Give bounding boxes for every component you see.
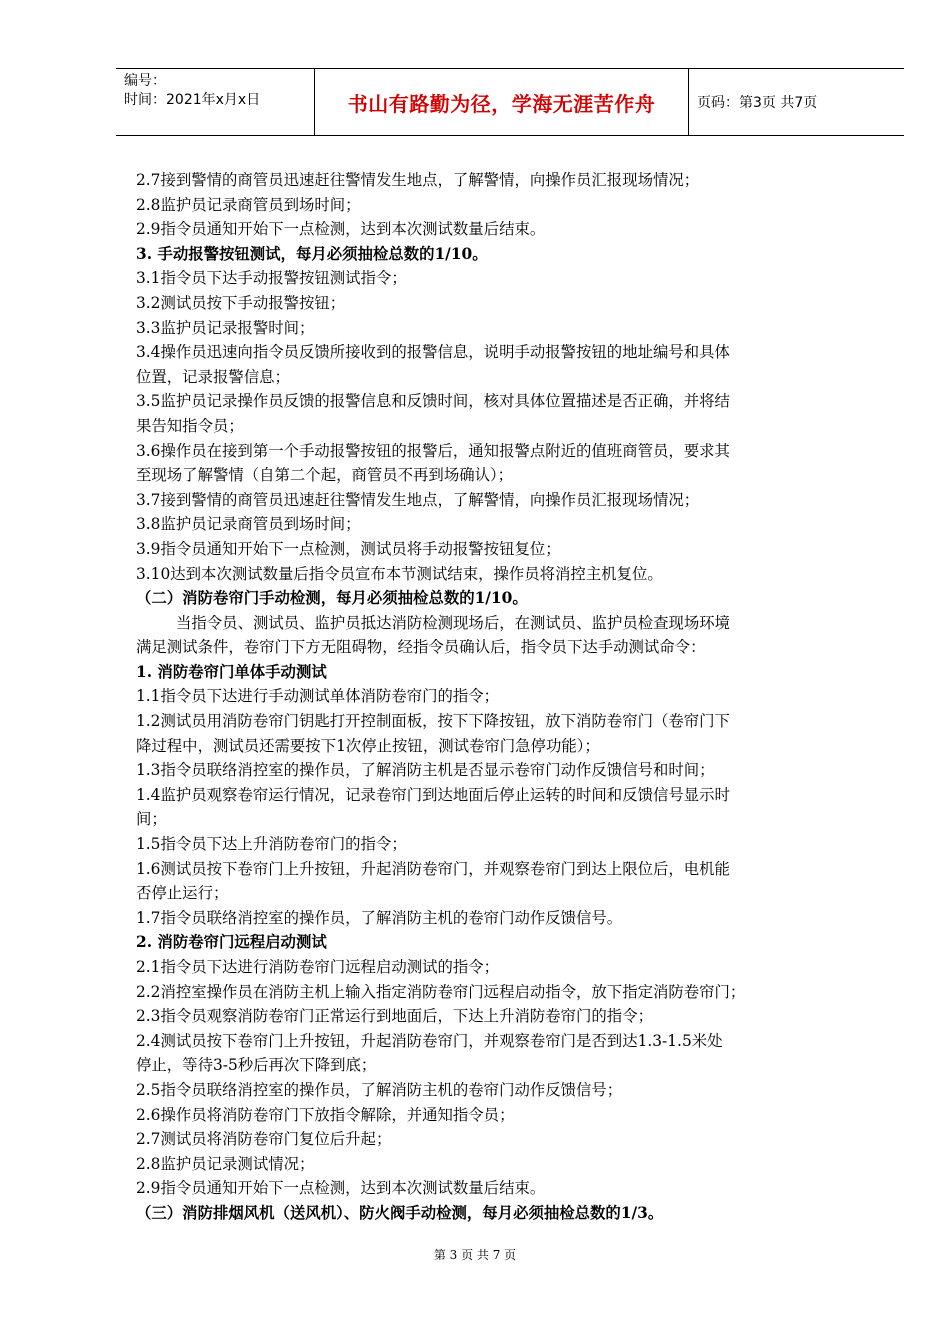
paragraph-line: 2.4测试员按下卷帘门上升按钮，升起消防卷帘门，并观察卷帘门是否到达1.3-1.5米处 — [136, 1031, 723, 1050]
paragraph-line: 2.8监护员记录测试情况； — [136, 1154, 315, 1173]
paragraph-line: 3.1指令员下达手动报警按钮测试指令； — [136, 269, 407, 288]
section-heading: （三）消防排烟风机（送风机）、防火阀手动检测，每月必须抽检总数的1/3。 — [136, 1203, 664, 1222]
paragraph-line: 2.9指令员通知开始下一点检测，达到本次测试数量后结束。 — [136, 1179, 546, 1198]
header-page-number: 页码：第3页 共7页 — [697, 95, 818, 111]
paragraph-line: 间； — [136, 810, 167, 829]
paragraph-line: 2.9指令员通知开始下一点检测，达到本次测试数量后结束。 — [136, 220, 546, 239]
paragraph-line: 3.5监护员记录操作员反馈的报警信息和反馈时间，核对具体位置描述是否正确，并将结 — [136, 392, 730, 411]
section-heading: 1. 消防卷帘门单体手动测试 — [136, 662, 327, 681]
header-meta — [116, 69, 315, 135]
paragraph-line: 3.3监护员记录报警时间； — [136, 318, 315, 337]
header-motto: 书山有路勤为径，学海无涯苦作舟 — [315, 69, 689, 135]
section-heading: 3. 手动报警按钮测试，每月必须抽检总数的1/10。 — [136, 244, 488, 263]
paragraph-line: 至现场了解警情（自第二个起，商管员不再到场确认）； — [136, 466, 514, 485]
paragraph-line: 1.4监护员观察卷帘运行情况，记录卷帘门到达地面后停止运转的时间和反馈信号显示时 — [136, 785, 730, 804]
paragraph-line: 3.4操作员迅速向指令员反馈所接收到的报警信息，说明手动报警按钮的地址编号和具体 — [136, 343, 730, 362]
section-heading: （二）消防卷帘门手动检测，每月必须抽检总数的1/10。 — [136, 589, 528, 608]
paragraph-line: 1.3指令员联络消控室的操作员，了解消防主机是否显示卷帘门动作反馈信号和时间； — [136, 761, 715, 780]
paragraph-line: 2.1指令员下达进行消防卷帘门远程启动测试的指令； — [136, 958, 500, 976]
paragraph-line: 1.5指令员下达上升消防卷帘门的指令； — [136, 835, 407, 854]
paragraph-line: 位置，记录报警信息； — [136, 367, 290, 386]
paragraph-line: 2.5指令员联络消控室的操作员，了解消防主机的卷帘门动作反馈信号； — [136, 1080, 623, 1099]
paragraph-line: 2.2消控室操作员在消防主机上输入指定消防卷帘门远程启动指令，放下指定消防卷帘门； — [136, 982, 746, 1001]
paragraph-line: 2.6操作员将消防卷帘门下放指令解除，并通知指令员； — [136, 1105, 515, 1124]
paragraph-line: 3.8监护员记录商管员到场时间； — [136, 515, 361, 534]
paragraph-line: 2.7测试员将消防卷帘门复位后升起； — [136, 1130, 392, 1149]
document-body — [136, 168, 884, 1226]
section-heading: 2. 消防卷帘门远程启动测试 — [136, 933, 327, 952]
paragraph-line: 3.2测试员按下手动报警按钮； — [136, 293, 346, 312]
paragraph-line: 1.6测试员按下卷帘门上升按钮，升起消防卷帘门，并观察卷帘门到达上限位后，电机能 — [136, 859, 730, 878]
paragraph-line: 2.8监护员记录商管员到场时间； — [136, 195, 361, 214]
paragraph-line: 3.6操作员在接到第一个手动报警按钮的报警后，通知报警点附近的值班商管员，要求其 — [136, 441, 730, 460]
document-time-label: 时间：2021年x月x日 — [124, 92, 261, 108]
paragraph-line: 停止，等待3-5秒后再次下降到底； — [136, 1056, 377, 1075]
paragraph-line: 降过程中，测试员还需要按下1次停止按钮，测试卷帘门急停功能）； — [136, 736, 600, 755]
paragraph-line: 果告知指令员； — [136, 416, 244, 435]
paragraph-line: 否停止运行； — [136, 884, 229, 903]
paragraph-line: 3.10达到本次测试数量后指令员宣布本节测试结束，操作员将消控主机复位。 — [136, 564, 663, 583]
paragraph-line: 1.7指令员联络消控室的操作员，了解消防主机的卷帘门动作反馈信号。 — [136, 908, 623, 927]
paragraph-line: 2.3指令员观察消防卷帘门正常运行到地面后，下达上升消防卷帘门的指令； — [136, 1007, 653, 1026]
page-header — [116, 68, 904, 136]
paragraph-line: 1.1指令员下达进行手动测试单体消防卷帘门的指令； — [136, 687, 500, 706]
paragraph-line: 当指令员、测试员、监护员抵达消防检测现场后，在测试员、监护员检查现场环境 — [176, 613, 731, 632]
paragraph-line: 2.7接到警情的商管员迅速赶往警情发生地点，了解警情，向操作员汇报现场情况； — [136, 171, 700, 189]
document-number-label: 编号： — [124, 73, 166, 89]
paragraph-line: 1.2测试员用消防卷帘门钥匙打开控制面板，按下下降按钮，放下消防卷帘门（卷帘门下 — [136, 712, 730, 731]
paragraph-line: 3.9指令员通知开始下一点检测，测试员将手动报警按钮复位； — [136, 539, 561, 558]
paragraph-line: 3.7接到警情的商管员迅速赶往警情发生地点，了解警情，向操作员汇报现场情况； — [136, 490, 700, 509]
paragraph-line: 满足测试条件，卷帘门下方无阻碍物，经指令员确认后，指令员下达手动测试命令： — [136, 638, 706, 657]
page-footer: 第 3 页 共 7 页 — [433, 1248, 517, 1262]
